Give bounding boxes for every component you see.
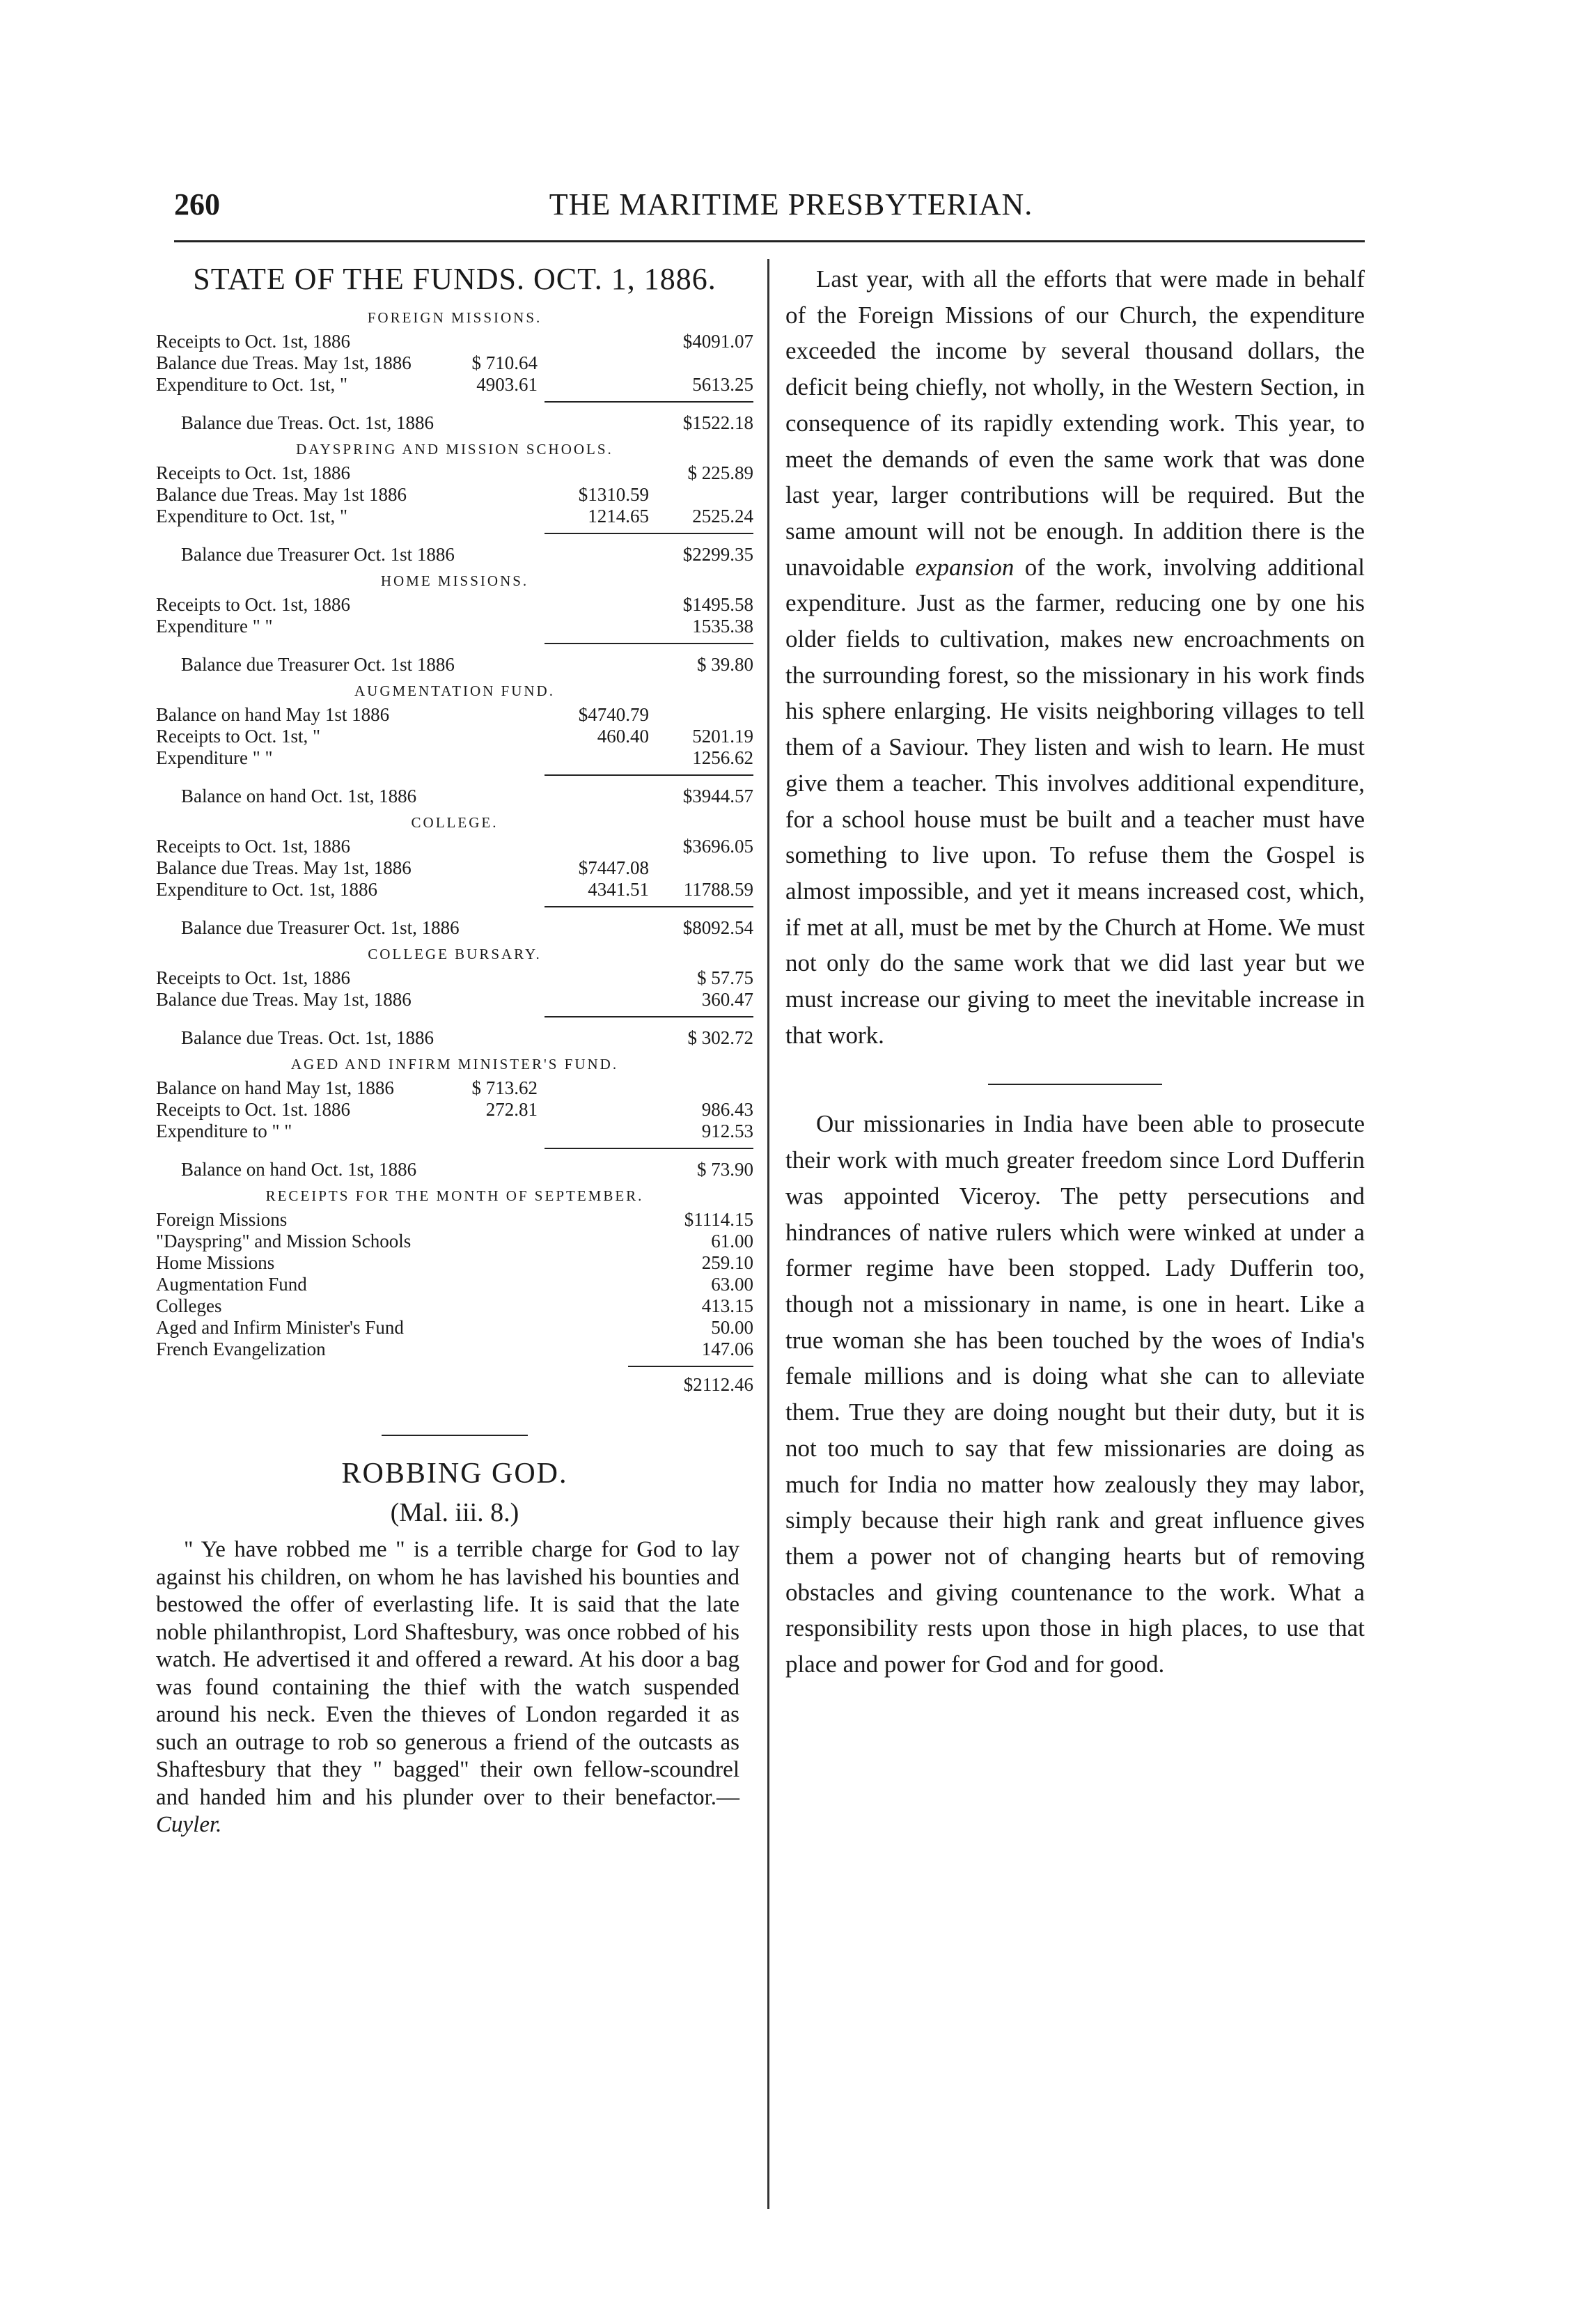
fund-row: [156, 484, 753, 506]
september-total-value: $2112.46: [683, 1374, 753, 1395]
fund-row-label: Expenditure to " ": [156, 1121, 292, 1141]
fund-heading: AGED AND INFIRM MINISTER'S FUND.: [290, 1056, 619, 1073]
fund-row-amount: 2525.24: [692, 506, 753, 527]
fund-heading: AUGMENTATION FUND.: [354, 683, 555, 699]
fund-row-label: Expenditure " ": [156, 747, 273, 768]
left-column: [156, 261, 753, 1839]
fund-balance-label: Balance due Treasurer Oct. 1st, 1886: [181, 917, 460, 938]
fund-balance: [156, 786, 753, 807]
sum-rule: [545, 1148, 753, 1149]
fund-dayspring: [156, 441, 753, 566]
fund-row-amount: 5613.25: [692, 374, 753, 395]
article-title: ROBBING GOD.: [341, 1458, 568, 1490]
fund-heading: FOREIGN MISSIONS.: [367, 309, 542, 326]
fund-row-amount: 413.15: [701, 1295, 753, 1316]
sum-rule: [545, 533, 753, 534]
fund-row: [156, 1077, 753, 1099]
fund-row: [156, 506, 753, 527]
fund-row-label: Balance on hand May 1st 1886: [156, 704, 390, 725]
fund-balance-label: Balance due Treas. Oct. 1st, 1886: [181, 1027, 434, 1048]
fund-heading: DAYSPRING AND MISSION SCHOOLS.: [296, 441, 613, 458]
sum-rule: [545, 906, 753, 907]
paragraph-text: of the work, involving additional expenditure. Just as the farmer, reducing one by one his older fields to cultivation, makes new encroachments on the surrounding forest, so the missionary in his work finds his sphere enlarging. He visits neighboring villages to tell them of a Saviour. They listen and wish to learn. He must give them a teacher. This involves additional expenditure, for a school house must be built and a teacher must have something to live upon. To refuse them the Gospel is almost impossible, and yet it means increased cost, which, if met at all, must be met by the Church at Home. We must not only do the same work that we did last year but we must increase our giving to meet the inevitable increase in that work.: [785, 553, 1365, 1049]
funds-statement: [156, 309, 753, 1367]
fund-row-amount: $3696.05: [682, 836, 753, 857]
fund-row-amount: 147.06: [701, 1339, 753, 1359]
right-column: [785, 261, 1365, 1683]
fund-home: [156, 572, 753, 676]
fund-row-amount: $ 713.62: [471, 1077, 538, 1098]
fund-row: [156, 726, 753, 747]
fund-row: [156, 747, 753, 769]
fund-balance-value: $8092.54: [682, 917, 753, 938]
running-title: THE MARITIME PRESBYTERIAN.: [549, 187, 1033, 221]
fund-row: [156, 462, 753, 484]
fund-row-label: Balance due Treas. May 1st 1886: [156, 484, 407, 505]
fund-row-label: Aged and Infirm Minister's Fund: [156, 1317, 404, 1338]
fund-heading: RECEIPTS FOR THE MONTH OF SEPTEMBER.: [265, 1187, 644, 1204]
fund-row-amount: 61.00: [711, 1231, 753, 1251]
fund-row: [156, 374, 753, 396]
emphasis-text: expansion: [915, 553, 1015, 581]
fund-balance: [156, 412, 753, 434]
fund-balance-value: $2299.35: [682, 544, 753, 565]
fund-row: [156, 857, 753, 879]
fund-college: [156, 814, 753, 939]
fund-row-label: Colleges: [156, 1295, 222, 1316]
column-divider: [767, 259, 769, 2209]
article-citation: Cuyler.: [156, 1812, 222, 1837]
section-rule: [382, 1435, 528, 1436]
fund-row-amount: 360.47: [701, 989, 753, 1010]
fund-row: [156, 1231, 753, 1252]
fund-row-amount: 5201.19: [692, 726, 753, 747]
fund-row-amount: $4091.07: [682, 331, 753, 352]
fund-heading: COLLEGE.: [411, 814, 499, 831]
fund-row: [156, 352, 753, 374]
fund-row-amount: 11788.59: [683, 879, 753, 900]
fund-balance-value: $1522.18: [682, 412, 753, 433]
fund-row-amount: $ 225.89: [687, 462, 753, 483]
fund-row-amount: 1214.65: [588, 506, 649, 527]
fund-balance-value: $3944.57: [682, 786, 753, 806]
fund-foreign: [156, 309, 753, 434]
fund-row: [156, 594, 753, 616]
paragraph-text: Last year, with all the efforts that were made in behalf of the Foreign Missions of our Church, the expenditure exceeded the income by several thousand dollars, the deficit being chiefly, not wholly, in the Western Section, in consequence of its rapidly extending work. This year, to meet the demands of even the same work that was done last year, larger contributions will be required. But the same amount will not be enough. In addition there is the unavoidable: [785, 265, 1365, 581]
fund-september: [156, 1187, 753, 1367]
fund-row: [156, 1295, 753, 1317]
fund-row-label: "Dayspring" and Mission Schools: [156, 1231, 412, 1251]
fund-augmentation: [156, 683, 753, 807]
fund-bursary: [156, 946, 753, 1049]
fund-row-label: Home Missions: [156, 1252, 275, 1273]
fund-balance-label: Balance due Treasurer Oct. 1st 1886: [181, 654, 455, 675]
fund-row-label: Foreign Missions: [156, 1209, 288, 1230]
fund-aged: [156, 1056, 753, 1180]
fund-row-amount: 1535.38: [692, 616, 753, 637]
fund-row-label: Receipts to Oct. 1st. 1886: [156, 1099, 350, 1120]
fund-row: [156, 989, 753, 1011]
fund-row-label: Balance due Treas. May 1st, 1886: [156, 857, 412, 878]
fund-row: [156, 1339, 753, 1360]
sum-rule: [545, 1016, 753, 1017]
fund-row-label: Expenditure to Oct. 1st, ": [156, 374, 347, 395]
page-number: 260: [174, 187, 220, 221]
fund-row-amount: $1495.58: [682, 594, 753, 615]
fund-row-label: Receipts to Oct. 1st, 1886: [156, 331, 350, 352]
fund-balance-label: Balance due Treas. Oct. 1st, 1886: [181, 412, 434, 433]
article-body: [156, 1536, 739, 1839]
fund-balance-label: Balance on hand Oct. 1st, 1886: [181, 1159, 417, 1180]
fund-row-amount: 460.40: [597, 726, 649, 747]
fund-row-amount: $1114.15: [684, 1209, 753, 1230]
fund-row-amount: 50.00: [711, 1317, 753, 1338]
fund-row-amount: $ 710.64: [471, 352, 538, 373]
fund-row-amount: 259.10: [701, 1252, 753, 1273]
fund-heading: COLLEGE BURSARY.: [368, 946, 542, 962]
fund-row-label: Augmentation Fund: [156, 1274, 307, 1295]
fund-row: [156, 616, 753, 637]
fund-row-amount: $7447.08: [578, 857, 649, 878]
fund-row-label: Receipts to Oct. 1st, 1886: [156, 836, 350, 857]
sum-rule: [545, 401, 753, 403]
fund-balance-value: $ 302.72: [687, 1027, 753, 1048]
fund-row-amount: $ 57.75: [697, 967, 753, 988]
fund-row-label: Expenditure to Oct. 1st, 1886: [156, 879, 377, 900]
fund-balance: [156, 1027, 753, 1049]
paragraph-india: Our missionaries in India have been able to prosecute their work with much greater freedom since Lord Dufferin was appointed Viceroy. The petty persecutions and hindrances of native rulers which were winked at under a former regime have been stopped. Lady Dufferin too, though not a missionary in name, is one in heart. Like a true woman she has been touched by the woes of India's female millions and is doing what she can to alleviate them. True they are doing nought but their duty, but it is not too much to say that few missionaries are doing as much for India no matter how zealously they may labor, simply because their high rank and great influence gives them a power not of changing hearts but of removing obstacles and giving countenance to the work. What a responsibility rests upon those in high places, to use that place and power for God and for good.: [785, 1110, 1365, 1678]
fund-row: [156, 1121, 753, 1142]
fund-balance-label: Balance due Treasurer Oct. 1st 1886: [181, 544, 455, 565]
fund-row-amount: 986.43: [701, 1099, 753, 1120]
fund-row-amount: $1310.59: [578, 484, 649, 505]
sum-rule: [545, 643, 753, 644]
fund-row: [156, 836, 753, 857]
fund-row-label: Expenditure to Oct. 1st, ": [156, 506, 347, 527]
funds-title: STATE OF THE FUNDS. OCT. 1, 1886.: [193, 262, 716, 296]
fund-row: [156, 1209, 753, 1231]
fund-row-label: Receipts to Oct. 1st, ": [156, 726, 320, 747]
fund-row-label: Expenditure " ": [156, 616, 273, 637]
fund-row: [156, 1252, 753, 1274]
fund-balance: [156, 1159, 753, 1180]
fund-balance: [156, 544, 753, 566]
fund-balance: [156, 917, 753, 939]
fund-balance-value: $ 39.80: [697, 654, 753, 675]
fund-row-label: Balance due Treas. May 1st, 1886: [156, 989, 412, 1010]
fund-row: [156, 1317, 753, 1339]
section-rule: [988, 1084, 1162, 1085]
fund-row-amount: 1256.62: [692, 747, 753, 768]
fund-row: [156, 1099, 753, 1121]
fund-row-amount: 63.00: [711, 1274, 753, 1295]
fund-balance-value: $ 73.90: [697, 1159, 753, 1180]
fund-row: [156, 879, 753, 900]
paragraph-missions-funding: [785, 261, 1365, 1053]
fund-row-label: Balance on hand May 1st, 1886: [156, 1077, 394, 1098]
article-reference: (Mal. iii. 8.): [390, 1498, 519, 1527]
fund-row: [156, 1274, 753, 1295]
fund-heading: HOME MISSIONS.: [380, 572, 529, 589]
fund-row: [156, 331, 753, 352]
sum-rule: [628, 1366, 753, 1367]
fund-row-amount: 912.53: [701, 1121, 753, 1141]
header-rule: [174, 240, 1365, 242]
fund-row-amount: 272.81: [485, 1099, 538, 1120]
fund-row-label: French Evangelization: [156, 1339, 326, 1359]
fund-balance: [156, 654, 753, 676]
fund-row-label: Balance due Treas. May 1st, 1886: [156, 352, 412, 373]
fund-row-amount: $4740.79: [578, 704, 649, 725]
fund-row-amount: 4903.61: [476, 374, 538, 395]
september-total: [156, 1374, 753, 1396]
fund-row-label: Receipts to Oct. 1st, 1886: [156, 594, 350, 615]
fund-row-amount: 4341.51: [588, 879, 649, 900]
fund-row: [156, 704, 753, 726]
fund-row-label: Receipts to Oct. 1st, 1886: [156, 462, 350, 483]
fund-balance-label: Balance on hand Oct. 1st, 1886: [181, 786, 417, 806]
article-body-text: " Ye have robbed me " is a terrible charge for God to lay against his children, on whom he has lavished his bounties and bestowed the offer of everlasting life. It is said that the late noble philanthropist, Lord Shaftesbury, was once robbed of his watch. He advertised it and offered a reward. At his door a bag was found containing the thief with the watch suspended around his neck. Even the thieves of London regarded it as such an outrage to rob so generous a friend of the outcasts as Shaftesbury that they " bagged" their own fellow-scoundrel and handed him and his plunder over to their benefactor.—: [156, 1537, 739, 1810]
sum-rule: [545, 774, 753, 776]
fund-row-label: Receipts to Oct. 1st, 1886: [156, 967, 350, 988]
fund-row: [156, 967, 753, 989]
